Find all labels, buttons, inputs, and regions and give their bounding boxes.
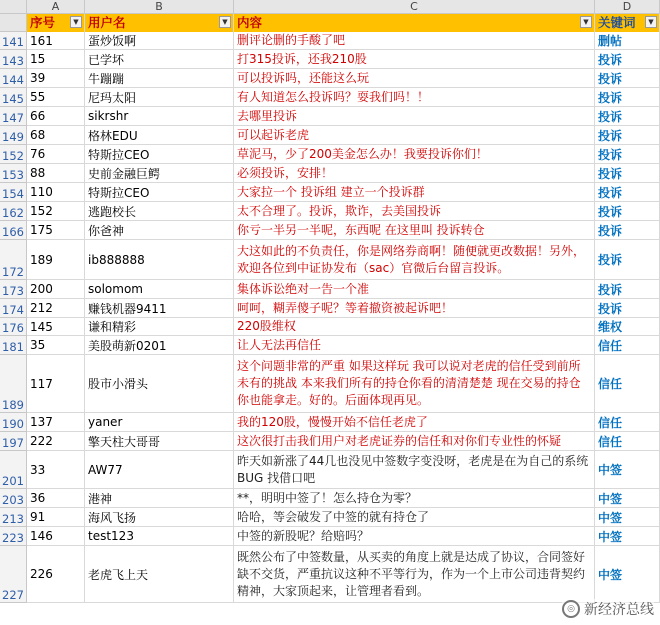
content-cell[interactable]: 大家拉一个 投诉组 建立一个投诉群	[234, 183, 595, 202]
content-cell[interactable]: 草泥马，少了200美金怎么办！我要投诉你们！	[234, 145, 595, 164]
keyword-cell[interactable]: 中签	[595, 527, 660, 546]
content-cell[interactable]: 哈哈，等会破发了中签的就有持仓了	[234, 508, 595, 527]
content-cell[interactable]: 这次很打击我们用户对老虎证券的信任和对你们专业性的怀疑	[234, 432, 595, 451]
content-cell[interactable]: 昨天如新涨了44几也没见中签数字变没呀，老虎是在为自己的系统BUG 找借口吧	[234, 451, 595, 489]
content-cell[interactable]: 大这如此的不负责任，你是网络券商啊！随便就更改数据！另外，欢迎各位到中证协发布（sac）官微后台留言投诉。	[234, 240, 595, 280]
seq-cell[interactable]: 146	[27, 527, 85, 546]
row-header[interactable]: 227	[0, 546, 27, 603]
user-cell[interactable]: AW77	[85, 451, 234, 489]
user-cell[interactable]: 赚钱机器9411	[85, 299, 234, 318]
user-cell[interactable]: 已学坏	[85, 50, 234, 69]
keyword-cell[interactable]: 投诉	[595, 221, 660, 240]
row-header[interactable]: 162	[0, 202, 27, 221]
user-cell[interactable]: 股市小滑头	[85, 355, 234, 413]
column-header-c[interactable]: C	[234, 0, 595, 14]
keyword-cell[interactable]: 信任	[595, 413, 660, 432]
keyword-cell[interactable]: 投诉	[595, 183, 660, 202]
row-header[interactable]: 189	[0, 355, 27, 413]
seq-cell[interactable]: 152	[27, 202, 85, 221]
seq-cell[interactable]: 88	[27, 164, 85, 183]
keyword-cell[interactable]: 投诉	[595, 299, 660, 318]
seq-cell[interactable]: 161	[27, 32, 85, 50]
row-header[interactable]: 173	[0, 280, 27, 299]
user-cell[interactable]: 蛋炒饭啊	[85, 32, 234, 50]
keyword-cell[interactable]: 信任	[595, 355, 660, 413]
row-header[interactable]: 149	[0, 126, 27, 145]
keyword-cell[interactable]: 投诉	[595, 88, 660, 107]
keyword-cell[interactable]: 投诉	[595, 107, 660, 126]
dropdown-arrow-icon[interactable]: ▼	[70, 16, 82, 28]
header-keyword	[595, 14, 660, 32]
user-cell[interactable]: 尼玛太阳	[85, 88, 234, 107]
dropdown-arrow-icon[interactable]: ▼	[219, 16, 231, 28]
user-cell[interactable]: yaner	[85, 413, 234, 432]
keyword-cell[interactable]: 中签	[595, 489, 660, 508]
row-header[interactable]: 190	[0, 413, 27, 432]
watermark	[562, 599, 654, 619]
row-header[interactable]: 166	[0, 221, 27, 240]
header-content	[234, 14, 595, 32]
row-header[interactable]: 176	[0, 318, 27, 336]
seq-cell[interactable]: 33	[27, 451, 85, 489]
keyword-cell[interactable]: 维权	[595, 318, 660, 336]
select-all-corner[interactable]	[0, 0, 27, 14]
keyword-cell[interactable]: 投诉	[595, 240, 660, 280]
content-cell[interactable]: 我的120股，慢慢开始不信任老虎了	[234, 413, 595, 432]
user-cell[interactable]: 擎天柱大哥哥	[85, 432, 234, 451]
row-header[interactable]: 197	[0, 432, 27, 451]
seq-cell[interactable]: 35	[27, 336, 85, 355]
row-header[interactable]: 172	[0, 240, 27, 280]
content-cell[interactable]: 220股维权	[234, 318, 595, 336]
keyword-cell[interactable]: 删帖	[595, 32, 660, 50]
keyword-cell[interactable]: 投诉	[595, 164, 660, 183]
user-cell[interactable]: 老虎飞上天	[85, 546, 234, 603]
seq-cell[interactable]: 66	[27, 107, 85, 126]
row-header[interactable]: 144	[0, 69, 27, 88]
watermark-text: 新经济总线	[584, 602, 654, 618]
row-header[interactable]: 201	[0, 451, 27, 489]
seq-cell[interactable]: 39	[27, 69, 85, 88]
watermark-logo-icon: ◎	[562, 600, 580, 618]
content-cell[interactable]: 必须投诉，安排！	[234, 164, 595, 183]
seq-cell[interactable]: 200	[27, 280, 85, 299]
keyword-cell[interactable]: 投诉	[595, 280, 660, 299]
filter-icon[interactable]: ▼	[645, 16, 657, 28]
content-cell[interactable]: 删评论删的手酸了吧	[234, 32, 595, 50]
row-header[interactable]: 154	[0, 183, 27, 202]
header-user-label: 用户名	[88, 15, 126, 30]
seq-cell[interactable]: 212	[27, 299, 85, 318]
row-header[interactable]: 223	[0, 527, 27, 546]
row-header[interactable]: 174	[0, 299, 27, 318]
seq-cell[interactable]: 226	[27, 546, 85, 603]
keyword-cell[interactable]: 投诉	[595, 69, 660, 88]
user-cell[interactable]: 特斯拉CEO	[85, 145, 234, 164]
seq-cell[interactable]: 110	[27, 183, 85, 202]
content-cell[interactable]: 集体诉讼绝对一告一个准	[234, 280, 595, 299]
row-header[interactable]: 213	[0, 508, 27, 527]
header-row	[0, 14, 660, 32]
user-cell[interactable]: 史前金融巨鳄	[85, 164, 234, 183]
column-header-b[interactable]: B	[85, 0, 234, 14]
user-cell[interactable]: 谦和精彩	[85, 318, 234, 336]
user-cell[interactable]: 海风飞扬	[85, 508, 234, 527]
row-header[interactable]: 181	[0, 336, 27, 355]
content-cell[interactable]: 这个问题非常的严重 如果这样玩 我可以说对老虎的信任受到前所未有的挑战 本来我们所有的持仓你看的清清楚楚 现在交易的持仓你也能拿走。好的。后面体现再见。	[234, 355, 595, 413]
user-cell[interactable]: solomom	[85, 280, 234, 299]
seq-cell[interactable]: 91	[27, 508, 85, 527]
content-cell[interactable]: 呵呵，糊弄傻子呢？等着撤资被起诉吧！	[234, 299, 595, 318]
row-header[interactable]: 147	[0, 107, 27, 126]
keyword-cell[interactable]: 投诉	[595, 126, 660, 145]
seq-cell[interactable]: 117	[27, 355, 85, 413]
keyword-cell[interactable]: 信任	[595, 432, 660, 451]
seq-cell[interactable]: 145	[27, 318, 85, 336]
content-cell[interactable]: **，明明中签了！怎么持仓为零？	[234, 489, 595, 508]
content-cell[interactable]: 有人知道怎么投诉吗？耍我们吗！！	[234, 88, 595, 107]
content-cell[interactable]: 打315投诉，还我210股	[234, 50, 595, 69]
row-header[interactable]: 203	[0, 489, 27, 508]
seq-cell[interactable]: 36	[27, 489, 85, 508]
user-cell[interactable]: ib888888	[85, 240, 234, 280]
dropdown-arrow-icon[interactable]: ▼	[580, 16, 592, 28]
content-cell[interactable]: 中签的新股呢？给赔吗？	[234, 527, 595, 546]
column-header-d[interactable]: D	[595, 0, 660, 14]
header-content-label: 内容	[237, 15, 263, 30]
keyword-cell[interactable]: 投诉	[595, 50, 660, 69]
row-header[interactable]: 145	[0, 88, 27, 107]
row-header[interactable]: 152	[0, 145, 27, 164]
content-cell[interactable]: 既然公布了中签数量，从买卖的角度上就是达成了协议，合同签好缺不交货，严重抗议这种不平等行为，作为一个上市公司违背契约精神，大家顶起来，让管理者看到。	[234, 546, 595, 603]
row-header[interactable]: 141	[0, 32, 27, 50]
row-header[interactable]: 153	[0, 164, 27, 183]
user-cell[interactable]: sikrshr	[85, 107, 234, 126]
user-cell[interactable]: test123	[85, 527, 234, 546]
content-cell[interactable]: 太不合理了。投诉，欺诈，去美国投诉	[234, 202, 595, 221]
content-cell[interactable]: 可以起诉老虎	[234, 126, 595, 145]
content-cell[interactable]: 你亏一半另一半呢，东西呢 在这里叫 投诉转仓	[234, 221, 595, 240]
seq-cell[interactable]: 68	[27, 126, 85, 145]
seq-cell[interactable]: 137	[27, 413, 85, 432]
seq-cell[interactable]: 76	[27, 145, 85, 164]
seq-cell[interactable]: 175	[27, 221, 85, 240]
user-cell[interactable]: 逃跑校长	[85, 202, 234, 221]
seq-cell[interactable]: 55	[27, 88, 85, 107]
seq-cell[interactable]: 189	[27, 240, 85, 280]
user-cell[interactable]: 特斯拉CEO	[85, 183, 234, 202]
header-user	[85, 14, 234, 32]
content-cell[interactable]: 去哪里投诉	[234, 107, 595, 126]
row-header-1[interactable]	[0, 14, 27, 32]
keyword-cell[interactable]: 投诉	[595, 202, 660, 221]
keyword-cell[interactable]: 投诉	[595, 145, 660, 164]
keyword-cell[interactable]: 信任	[595, 336, 660, 355]
seq-cell[interactable]: 15	[27, 50, 85, 69]
user-cell[interactable]: 港神	[85, 489, 234, 508]
column-header-a[interactable]: A	[27, 0, 85, 14]
header-seq-label: 序号	[30, 15, 56, 30]
user-cell[interactable]: 美股萌新0201	[85, 336, 234, 355]
keyword-cell[interactable]: 中签	[595, 451, 660, 489]
header-seq	[27, 14, 85, 32]
keyword-cell[interactable]: 中签	[595, 546, 660, 603]
content-cell[interactable]: 让人无法再信任	[234, 336, 595, 355]
user-cell[interactable]: 格林EDU	[85, 126, 234, 145]
keyword-cell[interactable]: 中签	[595, 508, 660, 527]
header-keyword-label: 关键词	[598, 15, 636, 30]
row-header[interactable]: 143	[0, 50, 27, 69]
content-cell[interactable]: 可以投诉吗，还能这么玩	[234, 69, 595, 88]
seq-cell[interactable]: 222	[27, 432, 85, 451]
user-cell[interactable]: 牛蹦蹦	[85, 69, 234, 88]
user-cell[interactable]: 你爸神	[85, 221, 234, 240]
